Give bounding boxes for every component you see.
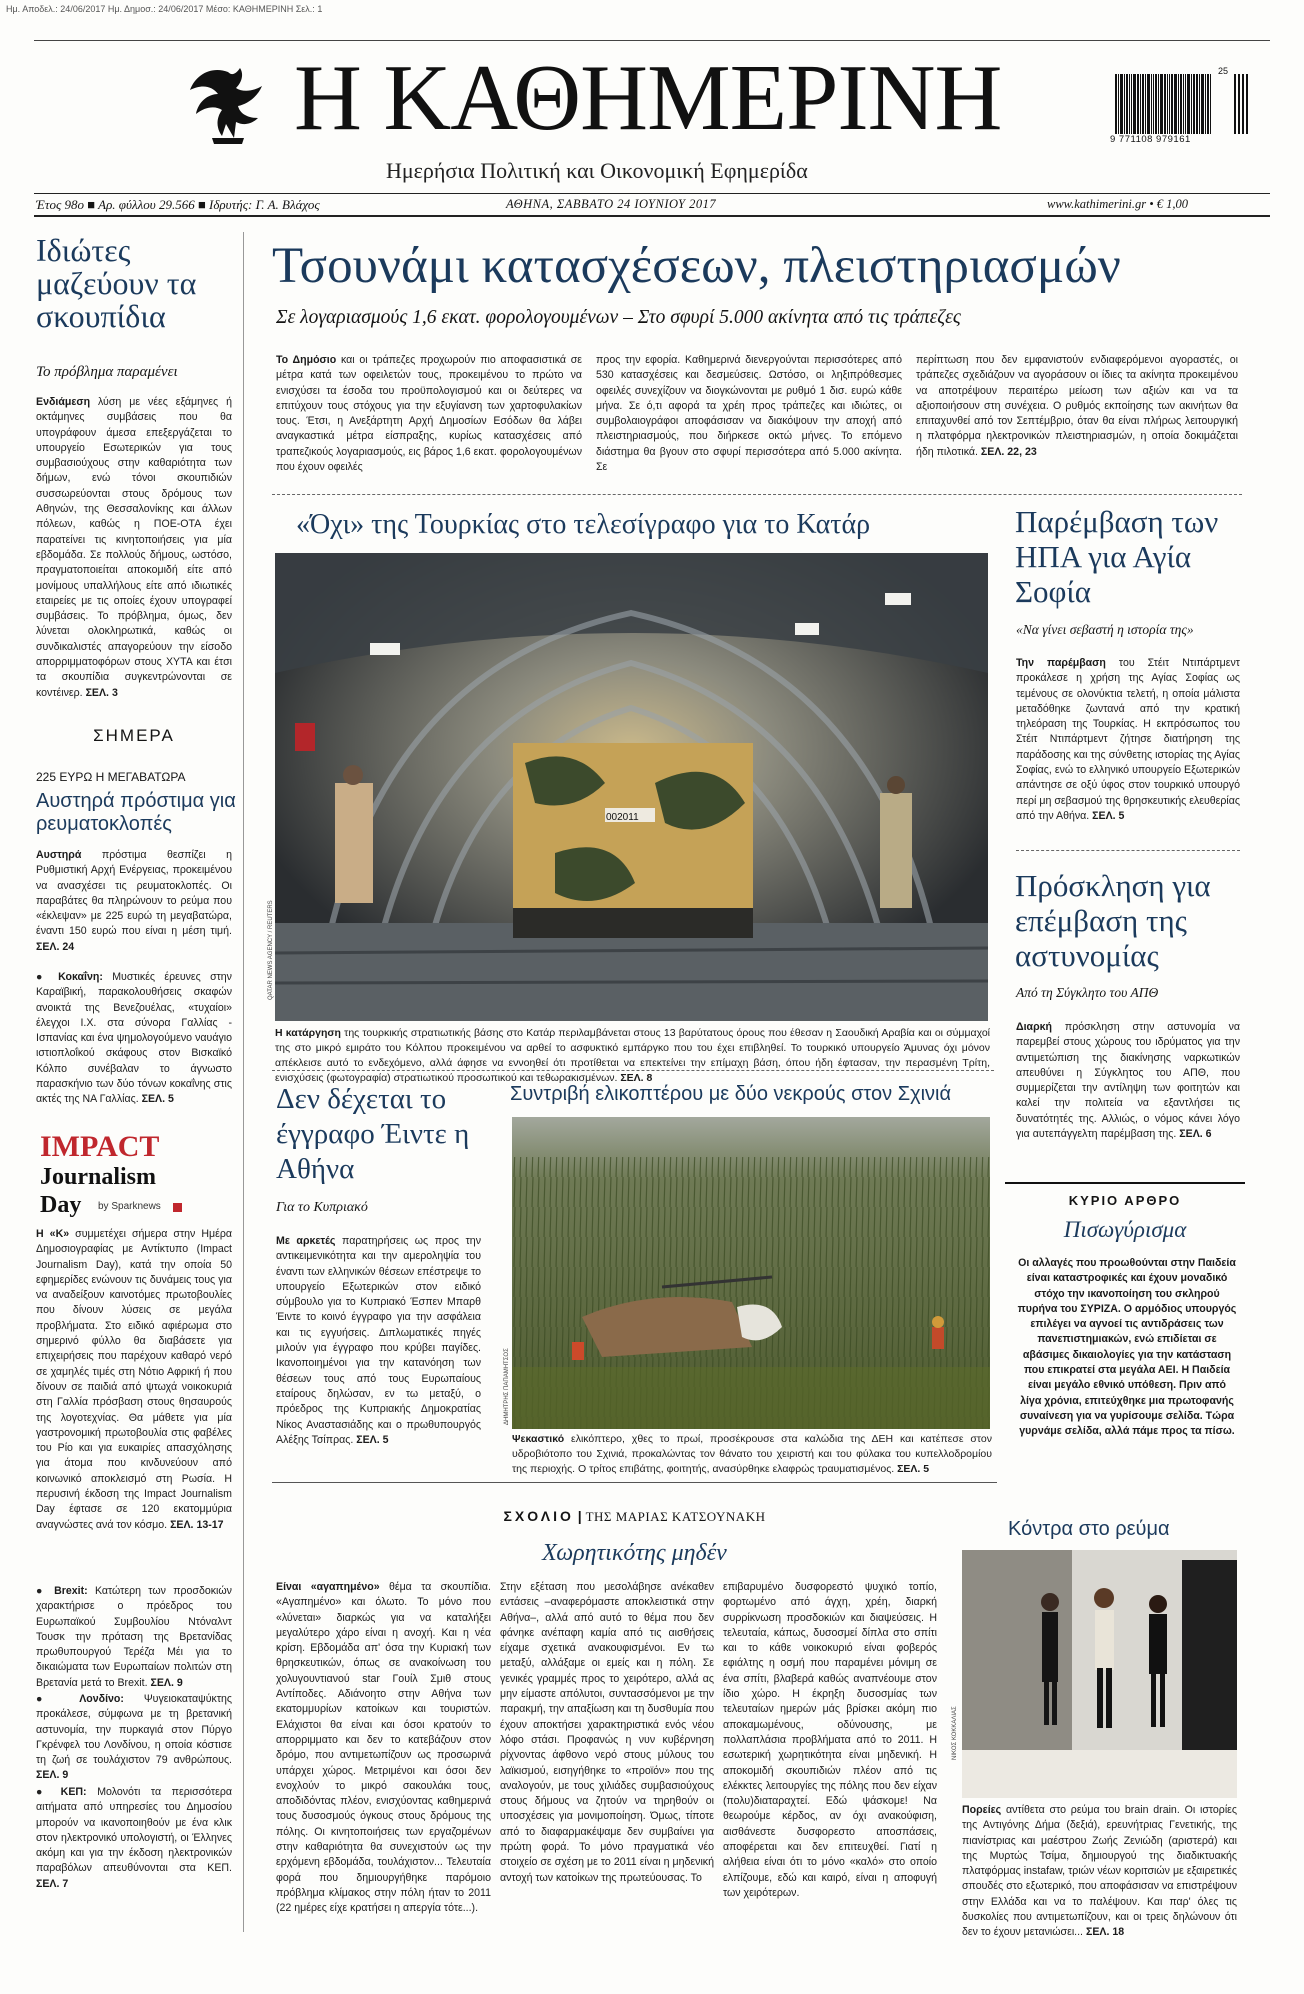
turkey-headline[interactable]: «Όχι» της Τουρκίας στο τελεσίγραφο για το Κατάρ	[296, 509, 871, 540]
garbage-headline[interactable]: Ιδιώτες μαζεύουν τα σκουπίδια	[36, 232, 197, 334]
garbage-deck: Το πρόβλημα παραμένει	[36, 364, 178, 380]
lead-body-col1: Το Δημόσιο και οι τράπεζες προχωρούν πιο αποφασιστικά σε μέτρα κατά των οφειλετών τους, προκειμένου το πρώτο να ενισχύσει τα έσοδα του προϋπολογισμού και οι δεύτερες να επιτύχουν τους στόχους για την εξυγίανση των χαρτοφυλακίων τους. Έτσι, η Ανεξάρτητη Αρχή Δημοσίων Εσόδων θα λάβει αναγκαστικά μέτρα είσπραξης, κυρίως κατασχέσεις από τραπεζικούς λογαριασμούς, εις βάρος 1,6 εκατ. φορολογουμένων που έχουν οφειλές	[276, 354, 582, 474]
braindrain-photo-credit: ΝΙΚΟΣ ΚΟΚΚΑΛΙΑΣ	[952, 1706, 958, 1760]
today-header: ΣΗΜΕΡΑ	[36, 726, 232, 746]
masthead-date: ΑΘΗΝΑ, ΣΑΒΒΑΤΟ 24 ΙΟΥΝΙΟΥ 2017	[506, 197, 717, 211]
impact-body: Η «Κ» συμμετέχει σήμερα στην Ημέρα Δημοσιογραφίας με Αντίκτυπο (Impact Journalism Day), κατά την οποία 50 εφημερίδες ενώνουν τις δυνάμεις τους για να αναδείξουν καινοτόμες πρωτοβουλίες που δίνουν λύσεις σε μεγάλα προβλήματα. Στο ειδικό αφιέρωμα στο σημερινό φύλλο θα διαβάσετε για επιχειρήσεις που παρέχουν καθαρό νερό σε χαμηλές τιμές στη Νότιο Αφρική ή που δίνουν σε παιδιά από ψτωχά νοικοκυριά στη Γαλλία πρόσβαση στους θησαυρούς της λογοτεχνίας. Θα μάθετε για μία γαστρονομική πρωτοβουλία στις φαβέλες του Ρίο και για ευκαιρίες απασχόλησης για άτομα που κινδυνεύουν από κοινωνικό αποκλεισμό στη Ρωσία. Η περυσινή έκδοση της Impact Journalism Day έφτασε σε 120 εκατομμύρια αναγνώστες ανά τον κόσμο. ΣΕΛ. 13-17	[36, 1228, 232, 1531]
left-column-divider	[243, 232, 244, 1932]
barcode-icon	[1115, 74, 1231, 134]
barcode-issue-number: 25	[1218, 66, 1229, 76]
power-theft-body: Αυστηρά πρόστιμα θεσπίζει η Ρυθμιστική Αρχή Ενέργειας, προκειμένου να ανασχέσει τις ρευματοκλοπές. Οι παραβάτες θα πληρώνουν το ρεύμα που «έκλεψαν» με 225 ευρώ τη μεγαβατώρα, έναντι 150 ευρώ που είναι η μέση τιμή. ΣΕΛ. 24	[36, 849, 232, 953]
lead-body-col3: περίπτωση που δεν εμφανιστούν ενδιαφερόμενοι αγοραστές, οι τράπεζες σχεδιάζουν να αγοράσουν οι ίδιες τα ακίνητα προκειμένου να αποτρέψουν περαιτέρω μείωση των αξιών και να τα αξιοποιήσουν στη συνέχεια. Ο ρυθμός εκποίησης των ακινήτων θα επιταχυνθεί από τον Σεπτέμβριο, όταν θα είναι πλήρως λειτουργική η πλατφόρμα ηλεκτρονικών πλειστηριασμών, η οποία δοκιμάζεται ήδη πιλοτικά. ΣΕΛ. 22, 23	[916, 354, 1238, 458]
barcode-number: 9 771108 979161	[1110, 134, 1191, 145]
cyprus-headline[interactable]: Δεν δέχεται το έγγραφο Έιντε η Αθήνα	[276, 1083, 470, 1185]
helicopter-photo-credit: ΔΗΜΗΤΡΗΣ ΠΑΠΑΜΗΤΣΟΣ	[504, 1348, 510, 1425]
column-title[interactable]: Χωρητικότης μηδέν	[542, 1540, 727, 1566]
impact-logo-line3: Day	[40, 1192, 82, 1218]
masthead-subtitle: Ημερήσια Πολιτική και Οικονομική Εφημερίδα	[386, 158, 808, 183]
hagia-sophia-headline[interactable]: Παρέμβαση των ΗΠΑ για Αγία Σοφία	[1015, 504, 1219, 609]
clipping-meta-line: Ημ. Αποδελ.: 24/06/2017 Ημ. Δημοσ.: 24/06/2017 Μέσο: ΚΑΘΗΜΕΡΙΝΗ Σελ.: 1	[6, 4, 323, 14]
masthead-title: Η ΚΑΘΗΜΕΡΙΝΗ	[294, 46, 1002, 150]
editorial-title[interactable]: Πισωγύρισμα	[1063, 1217, 1187, 1242]
hagia-sophia-deck: «Να γίνει σεβαστή η ιστορία της»	[1016, 622, 1194, 637]
barcode-addon-icon	[1234, 74, 1250, 134]
lead-story-separator	[272, 494, 1242, 495]
turkey-plate: 002011	[606, 812, 639, 823]
helicopter-caption: Ψεκαστικό ελικόπτερο, χθες το πρωί, προσέκρουσε στα καλώδια της ΔΕΗ και κατέπεσε στον υδροβιότοπο του Σχινιά, προκαλώντας τον θάνατο του χειριστή και του φύλακα του κυπελλοδρομίου της περιοχής. Ο τρίτος επιβάτης, φοιτητής, ανασύρθηκε ελαφρώς τραυματισμένος. ΣΕΛ. 5	[512, 1433, 992, 1475]
impact-logo-line1: IMPACT	[40, 1130, 160, 1163]
column-header: ΣΧΟΛΙΟ | ΤΗΣ ΜΑΡΙΑΣ ΚΑΤΣΟΥΝΑΚΗ	[503, 1508, 766, 1524]
masthead-info-right: www.kathimerini.gr • € 1,00	[1047, 197, 1188, 211]
masthead-rule-top	[34, 193, 1270, 194]
police-body: Διαρκή πρόσκληση στην αστυνομία να παρεμβεί στους χώρους του ιδρύματος για την αντιμετώπιση της διακίνησης ναρκωτικών απευθύνει η Σύγκλητος του ΑΠΘ, που συμμερίζεται την αντίληψη των φοιτητών και καλεί την πολιτεία να εξαντλήσει τις δυνατότητές της. Αλλιώς, ο νόμος κάνει λόγο για αυτεπάγγελτη παρέμβαση της. ΣΕΛ. 6	[1016, 1021, 1240, 1141]
kep-brief: ● ΚΕΠ: Μολονότι τα περισσότερα αιτήματα από υπηρεσίες του Δημοσίου μπορούν να ικανοποιηθούν με ένα κλικ στον ηλεκτρονικό υπολογιστή, οι Έλληνες ακόμη και για την έκδοση ηλεκτρονικών παραβόλων απευθύνονται στα ΚΕΠ. ΣΕΛ. 7	[36, 1786, 232, 1890]
turkey-separator	[272, 1070, 994, 1071]
police-headline[interactable]: Πρόσκληση για επέμβαση της αστυνομίας	[1015, 868, 1211, 973]
garbage-body: Ενδιάμεση λύση με νέες εξάμηνες ή οκτάμηνες συμβάσεις που θα υπογράφουν άμεσα επεξεργάζεται το υπουργείο Εσωτερικών για τους συμβασιούχους στην καθαριότητα των δήμων, ενώ τόνοι σκουπιδιών συσσωρεύονται στους δρόμους των Αθηνών, της Θεσσαλονίκης και άλλων πόλεων, καθώς η ΠΟΕ-ΟΤΑ έχει παρατείνει τις κινητοποιήσεις για μία εβδομάδα. Σε πολλούς δήμους, ωστόσο, πραγματοποιείται αποκομιδή είτε από μονίμους υπαλλήλους είτε από ιδιωτικές εταιρείες με τις οποίες έχουν υπογραφεί συμβάσεις. Το πρόβλημα, όμως, δεν λύνεται ολοκληρωτικά, καθώς οι συνδικαλιστές απαγορεύουν την είσοδο απορριμματοφόρων στους ΧΥΤΑ και έτσι τα σκουπίδια συγκεντρώνονται σε κοντέινερ. ΣΕΛ. 3	[36, 396, 232, 699]
police-deck: Από τη Σύγκλητο του ΑΠΘ	[1016, 985, 1159, 1000]
column-top-rule	[272, 1482, 997, 1483]
power-theft-headline[interactable]: Αυστηρά πρόστιμα για ρευματοκλοπές	[36, 790, 236, 835]
masthead-rule-bottom	[34, 215, 1270, 217]
editorial-body: Οι αλλαγές που προωθούνται στην Παιδεία είναι καταστροφικές και έχουν μοναδικό στόχο την ικανοποίηση του σκληρού πυρήνα του ΣΥΡΙΖΑ. Ο αρμόδιος υπουργός επιλέγει να αγνοεί τις αντιδράσεις των πανεπιστημιακών, ενώ επιδίεται σε αβάσιμες δικαιολογίες για την κατάσταση που επικρατεί στα μεγάλα ΑΕΙ. Η Παιδεία είναι μεγάλο εθνικό υπόθεση. Πριν από λίγα χρόνια, επιτεύχθηκε μια πρωτοφανής συναίνεση για να γυρίσουμε σελίδα. Τώρα γυρνάμε σελίδα, αλλά πάμε προς τα πίσω.	[1017, 1257, 1237, 1438]
braindrain-photo	[962, 1550, 1237, 1798]
london-brief: ● Λονδίνο: Ψυγειοκαταψύκτης προκάλεσε, σύμφωνα με τη βρετανική αστυνομία, την πυρκαγιά στον Πύργο Γκρένφελ του Λονδίνου, η οποία κόστισε τη ζωή σε τουλάχιστον 79 ανθρώπους. ΣΕΛ. 9	[36, 1693, 232, 1782]
cyprus-body: Με αρκετές παρατηρήσεις ως προς την αντικειμενικότητα και την αμεροληψία του έναντι των ελληνικών θέσεων επέστρεψε το υπουργείο Εξωτερικών στον ειδικό σύμβουλο για το Κυπριακό Έσπεν Μπαρθ Έιντε το κοινό έγγραφο για την ασφάλεια και τις εγγυήσεις. Διπλωματικές πηγές μιλούν για έγγραφο που κρύβει παγίδες. Ικανοποιημένοι για την κατανόηση των θέσεων τους από τους Ευρωπαίους εταίρους δηλώσαν, εν τω μεταξύ, ο πρόεδρος της Κυπριακής Δημοκρατίας Νίκος Αναστασιάδης και ο πρωθυπουργός Αλέξης Τσίπρας. ΣΕΛ. 5	[276, 1235, 481, 1446]
lead-headline[interactable]: Τσουνάμι κατασχέσεων, πλειστηριασμών	[272, 238, 1121, 294]
helicopter-photo	[512, 1117, 990, 1429]
helicopter-headline[interactable]: Συντριβή ελικοπτέρου με δύο νεκρούς στον Σχινιά	[510, 1083, 952, 1105]
sparknews-icon	[173, 1203, 182, 1212]
impact-logo-line2: Journalism	[40, 1164, 157, 1190]
column-body-col2: Στην εξέταση που μεσολάβησε ανέκαθεν εντάσεις –αναφερόμαστε αποκλειστικά στην Αθήνα–, αλλά από αυτό το θέμα που δεν φάνηκε ανέπαφη καμία από τις αισθήσεις είχαμε σχετικά ανακουφισμένοι. Εν τω μεταξύ, αλλάξαμε οι εμείς και η πόλη. Σε γενικές γραμμές προς το χειρότερο, αλλά ας μην είμαστε απόλυτοι, συντασσόμενοι με την παρακμή, την απαξίωση και τη δυσθυμία που έχουν αποκτήσει χαρακτηριστικά ενός νέου λόφο στάσι. Προφανώς η νυν κυβέρνηση ρίχνοντας άφθονο νερό στους μύλους του λαϊκισμού, εισηγήθηκε το «προϊόν» που της αναλογούν, με τους χιλιάδες συμβασιούχους στους δήμους να ζητούν να τηρηθούν οι υποσχέσεις για μονιμοποίηση. Όμως, τίποτε από το διαφαρμακέψαμε δεν συμβαίνει για πρώτη φορά. Το μόνο πραγματικά νέο στοιχείο σε σχέση με το 2011 είναι η μηδενική αντοχή των κατοίκων της πρωτεύουσας. Το	[500, 1581, 714, 1884]
top-rule	[34, 40, 1270, 41]
column-body-col1: Είναι «αγαπημένο» θέμα τα σκουπίδια. «Αγαπημένο» και όλωτο. Το μόνο που «λύνεται» διαρκώς για να καταλήξει μεγαλύτερο χάρο είναι η ανοχή. Και η νέα κρίση. Εβδομάδα απ' όσα την Κυριακή των θρησκευτικών, όπως σε ανακοίνωση του χολυγουντιανού star Γουίλ Σμιθ στους Αντίποδες. Αδιάνοητο στην Αθήνα των εκατομμυρίων κατοίκων και τουριστών. Ελάχιστοι θα είναι και όσοι κρατούν το απορριμματο και δεν το κατεβάζουν στον δρόμο, που αντιμετωπίζουν ως προσωρινά υπάρχει χώρος. Μετριμένοι και όσοι δεν ενοχλούν το μικρό σακουλάκι τους, αποδιδόντας πλέον, ενισχύοντας καθημερινά τους δυσοσμούς όγκους στους δρόμους της πόλης. Οι κινητοποιήσεις των εργαζομένων στην καθαριότητα θα συνεχιστούν ως την ερχόμενη εβδομάδα, τουλάχιστον... Τελευταία φορά που δημιουργήθηκε παρόμοιο πρόβλημα κλίμακος στην πόλη ήταν το 2011 (22 ημέρες είχε κρατήσει η απεργία τότε...).	[276, 1581, 491, 1915]
lead-deck: Σε λογαριασμούς 1,6 εκατ. φορολογουμένων – Στο σφυρί 5.000 ακίνητα από τις τράπεζες	[276, 307, 961, 328]
impact-sparknews: by Sparknews	[98, 1201, 161, 1212]
cyprus-deck: Για το Κυπριακό	[276, 1200, 368, 1215]
brexit-brief: ● Brexit: Κατώτερη των προσδοκιών χαρακτήρισε ο πρόεδρος του Ευρωπαϊκού Συμβουλίου Ντόναλντ Τουσκ την πρόταση της Βρετανίδας πρωθυπουργού Τερέζα Μέι για το δικαιώματα των Ευρωπαίων πολιτών στη Βρετανία μετά το Brexit. ΣΕΛ. 9	[36, 1585, 232, 1689]
braindrain-headline[interactable]: Κόντρα στο ρεύμα	[1008, 1518, 1170, 1540]
turkey-photo	[275, 553, 988, 1021]
masthead-logo-bird-icon	[182, 64, 274, 146]
turkey-caption: Η κατάργηση της τουρκικής στρατιωτικής βάσης στο Κατάρ περιλαμβάνεται στους 13 βαρύτατους όρους που έθεσαν η Σαουδική Αραβία και οι σύμμαχοί της στο μικρό εμιράτο του Κόλπου προκειμένου να αρθεί το ασφυκτικό εμπάργκο που του έχει επιβληθεί. Το τουρκικό υπουργείο Άμυνας όχι μόνον απέκλεισε αυτό το ενδεχόμενο, αλλά άφησε να εννοηθεί ότι προτίθεται να επεκτείνει την επίμαχη βάση, όπου ήδη έφτασαν, την περασμένη Τρίτη, ενισχύσεις (φωτογραφία) στρατιωτικού προσωπικού και τεθωρακισμένων. ΣΕΛ. 8	[275, 1027, 990, 1084]
lead-body-col2: προς την εφορία. Καθημερινά διενεργούνται περισσότερες από 530 κατασχέσεις και δεσμεύσεις. Ωστόσο, οι ληξιπρόθεσμες οφειλές συνεχίζουν να διογκώνονται με ρυθμό 1 δισ. ευρώ κάθε μήνα. Σε ό,τι αφορά τα χρέη προς τράπεζες και ιδιώτες, οι συμβολαιογράφοι αποφάσισαν να διακόψουν την αποχή από πλειστηριασμούς, που διήρκεσε οκτώ μήνες. Το επόμενο διάστημα θα βγουν στο σφυρί περισσότερα από 5.000 ακίνητα. Σε	[596, 354, 902, 474]
column-body-col3: επιβαρυμένο δυσφορεστό ψυχικό τοπίο, φορτωμένο από άγχη, χρέη, διαρκή συρρίκνωση προσδοκιών και διαψεύσεις. Η τελευταία, κάπως, δυσοσμεί δίπλα στο σπίτι και το κάθε νοικοκυριό είναι φοβερός εφιάλτης η οσμή που παραμένει μόνιμη σε ένα σπίτι, βλαβερά καθώς αναπνέουμε στον ίδιο χώρο. Η έκρηξη δυσοσμίας των τελευταίων ημερών μάς βρίσκει ακόμη πιο αποκαμωμένους, οδύνουσης, με πολλαπλάσια προβλήματα από το 2011. Η εσωτερική χωρητικότητα είναι μηδενική. Η αποκομιδή σκουπιδιών πλέον από τις ελέκκτες λειτουργίες της πόλης που δεν είχαν (πολυ)διαταραχτεί. Εδώ ψάσκομε! Να θεωρούμε κέρδος, αν όχι ανακούφιση, αισθάνεστε δυσφορεστο αποσπάσεις, αποφέρεται και δεν επιτευχθεί. Γιατί η αλήθεια είναι ότι το μόνο «καλό» στο οποίο ελπίζουμε, εδώ και καιρό, είναι η αποφυγή των χειρότερων.	[723, 1581, 937, 1899]
cocaine-brief: ● Κοκαΐνη: Μυστικές έρευνες στην Καραϊβική, παρακολουθήσεις σκαφών ανοικτά της Βενεζουέλας, «τυχαίοι» έλεγχοι Ι.Χ. στα σύνορα Γαλλίας - Ισπανίας και ένα ψημολογούμενο ναυάγιο ιστιοπλοΐκού σκάφους στον Βισκαϊκό Κόλπο συνέβαλαν το άγνωστο παρασκήνιο των δύο τόνων κοκαΐνης στις ακτές της ΝΑ Γαλλίας. ΣΕΛ. 5	[36, 971, 232, 1106]
masthead-info-left: Έτος 98ο ■ Αρ. φύλλου 29.566 ■ Ιδρυτής: Γ. Α. Βλάχος	[36, 197, 320, 212]
hagia-separator	[1016, 850, 1240, 851]
hagia-sophia-body: Την παρέμβαση του Στέιτ Ντιπάρτμεντ προκάλεσε η χρήση της Αγίας Σοφίας ως τεμένους σε ολονύκτια τελετή, η οποία μάλιστα μεταδόθηκε ζωντανά από την κρατική τηλεόραση της Τουρκίας. Η εκπρόσωπος του Στέιτ Ντιπάρτμεντ ζήτησε διατήρηση της παράδοσης και της σύνθετης ιστορίας της Αγίας Σοφίας, ενώ το ελληνικό υπουργείο Εξωτερικών απάντησε σε οξύ ύφος στον τουρκικό υπουργό περί μη σεβασμού της θρησκευτικής ελευθερίας από την Αθήνα. ΣΕΛ. 5	[1016, 657, 1240, 822]
braindrain-body: Πορείες αντίθετα στο ρεύμα του brain drain. Οι ιστορίες της Αντιγόνης Δήμα (δεξιά), ερευνήτριας Γενετικής, της πιανίστριας και μαέστρου Ζωής Ζενιώδη (αριστερά) και της Μυρτώς Τσίμα, δημιουργού της διαδικτυακής πλατφόρμας instafaw, τριών νέων κοριτσιών με εξαιρετικές σπουδές στο εξωτερικό, που αποφάσισαν να επιστρέψουν στην Ελλάδα και να το παλέψουν. Και παρ' όλες τις δυσκολίες που αντιμετωπίζουν, και οι τρεις δηλώνουν ότι δεν το έχουν μετανιώσει... ΣΕΛ. 18	[962, 1804, 1237, 1939]
editorial-header: ΚΥΡΙΟ ΑΡΘΡΟ	[1068, 1193, 1182, 1208]
today-kicker: 225 ΕΥΡΩ Η ΜΕΓΑΒΑΤΩΡΑ	[36, 770, 186, 784]
turkey-photo-credit: QATAR NEWS AGENCY / REUTERS	[268, 900, 274, 1000]
